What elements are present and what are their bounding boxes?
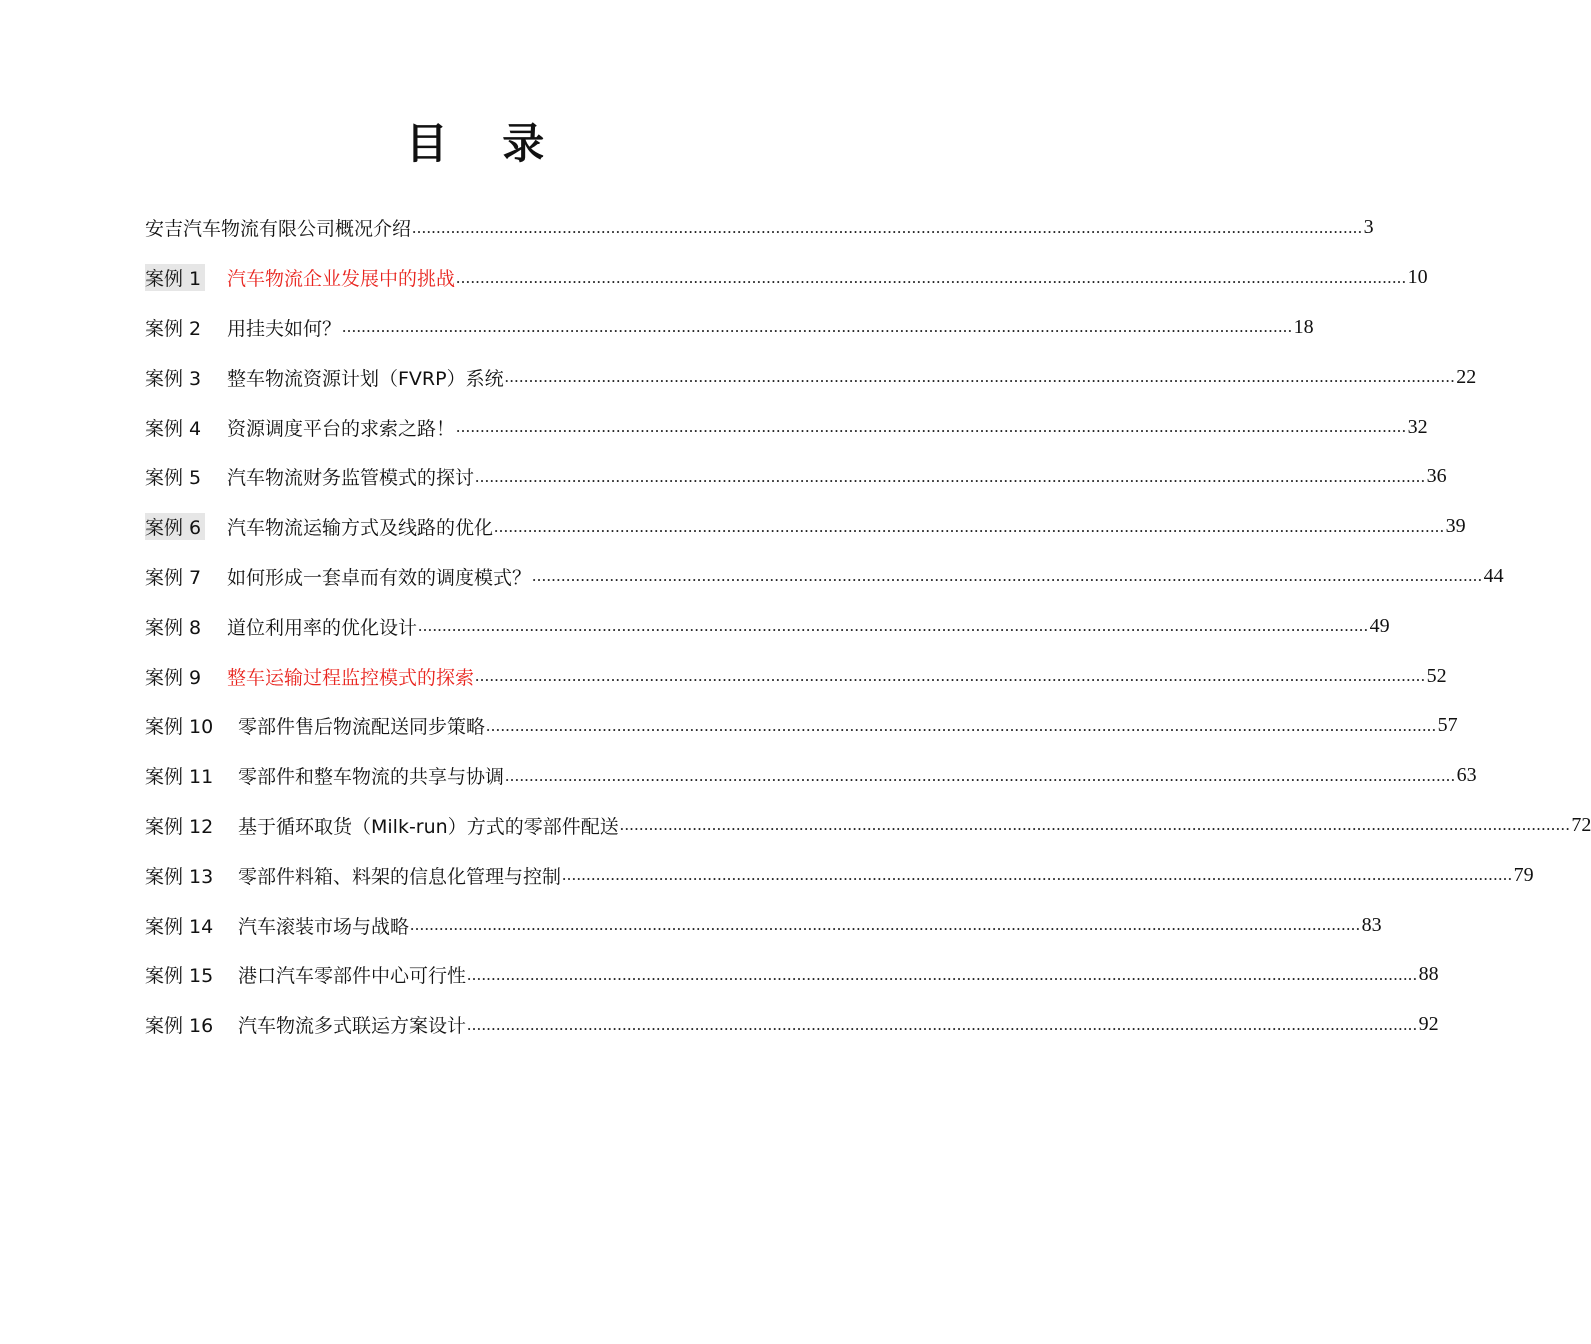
toc-leader: .................................................................................................................................................................................................... — [410, 915, 1361, 935]
toc-page-number: 32 — [1407, 415, 1428, 438]
toc-leader: .................................................................................................................................................................................................... — [418, 616, 1369, 636]
toc-entry-case-5[interactable] — [145, 452, 1447, 502]
toc-leader: .................................................................................................................................................................................................... — [562, 865, 1513, 885]
toc-case-label: 案例 12 — [145, 815, 214, 838]
toc-entry-case-10[interactable] — [145, 701, 1458, 751]
toc-leader: .................................................................................................................................................................................................... — [475, 466, 1426, 486]
toc-leader: .................................................................................................................................................................................................... — [412, 217, 1363, 237]
toc-case-label: 案例 8 — [145, 616, 202, 639]
toc-entry-case-12[interactable] — [145, 801, 1591, 851]
toc-entry-case-7[interactable] — [145, 552, 1504, 602]
toc-leader: .................................................................................................................................................................................................... — [456, 417, 1407, 437]
toc-page-number: 44 — [1483, 564, 1504, 587]
toc-page-number: 36 — [1426, 465, 1447, 488]
toc-case-label: 案例 7 — [145, 566, 202, 589]
toc-case-label: 案例 13 — [145, 865, 214, 888]
toc-leader: .................................................................................................................................................................................................... — [619, 815, 1571, 835]
toc-page-number: 88 — [1418, 963, 1439, 986]
toc-leader: .................................................................................................................................................................................................... — [486, 715, 1437, 735]
page-title: 目 录 — [405, 119, 565, 168]
toc-page-number: 92 — [1418, 1013, 1439, 1036]
toc-entry-title: 汽车物流企业发展中的挑战 — [227, 268, 456, 291]
toc-entry-title: 整车物流资源计划（FVRP）系统 — [227, 367, 504, 390]
toc-case-label: 案例 2 — [145, 317, 202, 340]
toc-page-number: 3 — [1363, 216, 1374, 239]
toc-page-number: 72 — [1571, 813, 1591, 836]
toc-leader: .................................................................................................................................................................................................... — [494, 516, 1445, 536]
toc-page-number: 22 — [1456, 365, 1477, 388]
toc-leader: .................................................................................................................................................................................................... — [532, 566, 1483, 586]
toc-entry-title: 汽车物流运输方式及线路的优化 — [227, 517, 494, 540]
toc-case-label: 案例 1 — [145, 264, 227, 291]
toc-entry-title: 零部件料箱、料架的信息化管理与控制 — [238, 865, 562, 888]
toc-case-label: 案例 5 — [145, 467, 202, 490]
toc-page-number: 79 — [1513, 863, 1534, 886]
toc-page-number: 83 — [1361, 913, 1382, 936]
toc-entry-title: 零部件售后物流配送同步策略 — [238, 716, 486, 739]
toc-entry-title: 用挂夫如何？ — [227, 317, 342, 340]
toc-case-label: 案例 6 — [145, 513, 227, 540]
toc-page-number: 39 — [1445, 515, 1466, 538]
toc-case-label: 案例 11 — [145, 766, 214, 789]
toc-entry-case-8[interactable] — [145, 601, 1390, 651]
toc-entry-case-9[interactable] — [145, 651, 1447, 701]
toc-case-label: 案例 3 — [145, 367, 202, 390]
toc-entry-title: 汽车滚装市场与战略 — [238, 915, 410, 938]
toc-leader: .................................................................................................................................................................................................... — [456, 267, 1407, 287]
toc-entry-case-13[interactable] — [145, 850, 1534, 900]
toc-entry-case-14[interactable] — [145, 900, 1382, 950]
toc-leader: .................................................................................................................................................................................................... — [342, 317, 1293, 337]
toc-leader: .................................................................................................................................................................................................... — [504, 367, 1456, 387]
toc-entry-case-2[interactable] — [145, 303, 1314, 353]
toc-case-label: 案例 16 — [145, 1015, 214, 1038]
toc-entry-case-1[interactable] — [145, 253, 1428, 303]
toc-page-number: 57 — [1437, 714, 1458, 737]
toc-entry-case-11[interactable] — [145, 751, 1477, 801]
toc-leader: .................................................................................................................................................................................................... — [505, 765, 1456, 785]
toc-page-number: 18 — [1293, 315, 1314, 338]
toc-entry-title: 安吉汽车物流有限公司概况介绍 — [145, 218, 412, 241]
toc-entry-case-6[interactable] — [145, 502, 1466, 552]
toc-case-label: 案例 10 — [145, 716, 214, 739]
table-of-contents — [145, 203, 1591, 1050]
toc-entry-title: 如何形成一套卓而有效的调度模式？ — [227, 566, 532, 589]
toc-entry-title: 零部件和整车物流的共享与协调 — [238, 766, 505, 789]
toc-entry-title: 港口汽车零部件中心可行性 — [238, 965, 467, 988]
toc-entry-title: 道位利用率的优化设计 — [227, 616, 418, 639]
toc-case-label: 案例 14 — [145, 915, 214, 938]
toc-page-number: 52 — [1426, 664, 1447, 687]
toc-entry-title: 整车运输过程监控模式的探索 — [227, 666, 475, 689]
toc-entry-case-3[interactable] — [145, 352, 1477, 402]
toc-entry-title: 资源调度平台的求索之路！ — [227, 417, 456, 440]
toc-entry-title: 汽车物流财务监管模式的探讨 — [227, 467, 475, 490]
toc-leader: .................................................................................................................................................................................................... — [467, 1014, 1418, 1034]
toc-leader: .................................................................................................................................................................................................... — [475, 666, 1426, 686]
toc-case-label: 案例 9 — [145, 666, 202, 689]
toc-entry-case-4[interactable] — [145, 402, 1428, 452]
toc-page-number: 49 — [1369, 614, 1390, 637]
toc-page-number: 10 — [1407, 266, 1428, 289]
toc-case-label: 案例 15 — [145, 965, 214, 988]
toc-entry-overview[interactable] — [145, 203, 1374, 253]
toc-entry-case-16[interactable] — [145, 1000, 1439, 1050]
toc-case-label: 案例 4 — [145, 417, 202, 440]
toc-entry-title: 汽车物流多式联运方案设计 — [238, 1015, 467, 1038]
toc-leader: .................................................................................................................................................................................................... — [467, 964, 1418, 984]
toc-entry-case-15[interactable] — [145, 950, 1439, 1000]
toc-entry-title: 基于循环取货（Milk-run）方式的零部件配送 — [238, 815, 619, 838]
toc-page-number: 63 — [1456, 764, 1477, 787]
